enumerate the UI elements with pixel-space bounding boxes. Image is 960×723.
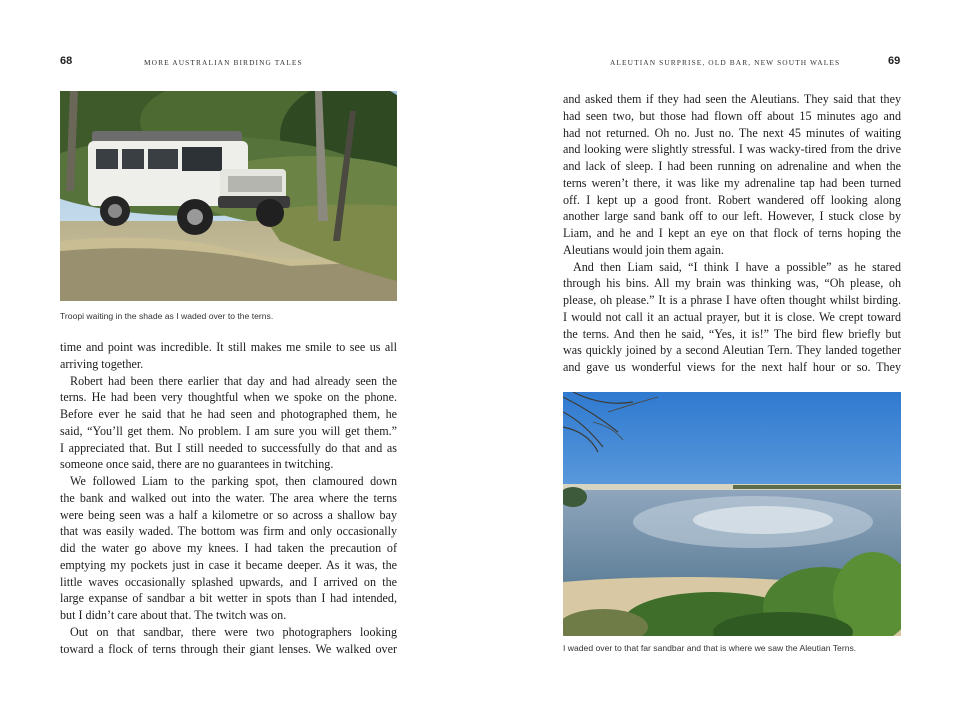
- text-line: time and point was incredible. It still makes me smile to see us all: [60, 340, 397, 354]
- text-line: I appreciated that. But I still needed to successfully do that and as: [60, 440, 397, 455]
- text-line: arriving together.: [60, 356, 144, 371]
- photo-caption: I waded over to that far sandbar and that is where we saw the Aleutian Terns.: [563, 643, 857, 653]
- text-line: off. I kept up a good front. Robert wandered off looking along: [563, 192, 901, 207]
- photo-caption: Troopi waiting in the shade as I waded over to the terns.: [60, 311, 274, 321]
- text-line: emptying my pockets just in case it became deeper. As it was, the: [60, 557, 397, 572]
- text-line: and looking were slightly stressful. I was wacky-tired from the drive: [563, 142, 901, 157]
- right-page: [480, 0, 960, 723]
- page-number: 69: [888, 55, 901, 67]
- text-line: had not returned. Oh no. Just no. The next 45 minutes of waiting: [563, 125, 901, 140]
- text-line: the bank and walked out into the water. The area where the terns: [60, 490, 397, 505]
- text-line: We followed Liam to the parking spot, then clamoured down: [70, 474, 397, 488]
- text-line: another large sand bank off to our left. However, I stuck close by: [563, 209, 901, 224]
- text-line: Robert had been there earlier that day and had already seen the: [70, 373, 397, 388]
- text-line: the terns. And then he said, “Yes, it is!” The bird flew briefly but: [563, 326, 901, 341]
- text-line: Liam, and he and I kept an eye on that flock of terns hoping the: [563, 226, 901, 240]
- text-line: And then Liam said, “I think I have a possible” as he stared: [573, 259, 901, 274]
- text-line: that was easily waded. The bottom was firm and only occasionally: [60, 524, 397, 539]
- text-line: someone once said, there are no guarantees in twitching.: [60, 457, 334, 472]
- text-line: were being seen was a half a kilometre or so across a shallow bay: [60, 507, 397, 522]
- text-line: was quickly joined by a second Aleutian Tern. They landed together: [563, 343, 901, 358]
- troopi-vehicle-photo: [60, 91, 397, 301]
- text-line: and gave us wonderful views for the next half hour or so. They: [563, 360, 901, 374]
- running-head: ALEUTIAN SURPRISE, OLD BAR, NEW SOUTH WALES: [610, 58, 841, 67]
- text-line: through his bins. All my brain was thinking was, “Oh please, oh: [563, 276, 901, 291]
- body-text: [563, 91, 901, 376]
- page-number: 68: [60, 55, 73, 67]
- text-line: Out on that sandbar, there were two photographers looking: [70, 624, 397, 639]
- text-line: I would not call it an actual prayer, but it is close. We crept toward: [563, 309, 901, 324]
- text-line: toward a flock of terns through their giant lenses. We walked over: [60, 641, 397, 656]
- text-line: and asked them if they had seen the Aleutians. They said that they: [563, 92, 901, 106]
- text-line: but I didn’t care about that. The twitch was on.: [60, 608, 287, 622]
- sandbar-bay-photo: [563, 392, 901, 636]
- text-line: large expanse of sandbar a bit wetter in spots than I had intended,: [60, 591, 397, 606]
- text-line: said, “You’ll get them. No problem. I am sure you will get them.”: [60, 423, 397, 438]
- text-line: please, oh please.” It is a phrase I have often thought whilst birding.: [563, 293, 901, 307]
- text-line: terns. He had been very thoughtful when we spoke on the phone.: [60, 390, 397, 405]
- text-line: and lack of sleep. I had been running on adrenaline and when the: [563, 159, 901, 173]
- body-text: [60, 339, 397, 657]
- text-line: little waves occasionally splashed upwards, and I arrived on the: [60, 574, 397, 589]
- text-line: did the water go above my knees. I had taken the precaution of: [60, 541, 397, 555]
- running-head: MORE AUSTRALIAN BIRDING TALES: [144, 58, 303, 67]
- text-line: Before ever he said that he had seen and photographed them, he: [60, 407, 397, 421]
- text-line: Aleutians would join them again.: [563, 242, 724, 257]
- text-line: had seen two, but those had flown off about 15 minutes ago and: [563, 108, 901, 123]
- text-line: terns weren’t there, it was like my adrenaline tap had been turned: [563, 175, 901, 190]
